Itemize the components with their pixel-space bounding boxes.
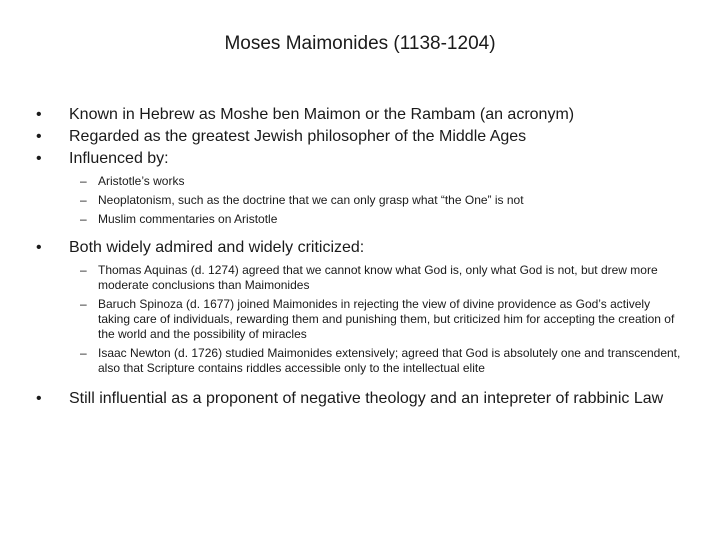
sub-bullet-aquinas [36, 263, 684, 293]
influences-list [36, 174, 684, 227]
bullet-hebrew-name [36, 104, 684, 126]
slide-title: Moses Maimonides (1138-1204) [224, 33, 496, 54]
sub-bullet-text: Baruch Spinoza (d. 1677) joined Maimonides in rejecting the view of divine providence as God’s actively taking care of individuals, rewarding them and punishing them, but criticized him for accepting the creation of the world and the possibility of miracles [98, 297, 675, 341]
sub-bullet-text: Isaac Newton (d. 1726) studied Maimonides extensively; agreed that God is absolutely one and transcendent, also that Scripture contains riddles accessible only to the intellectual elite [98, 346, 681, 375]
bullet-still-influential [36, 388, 684, 410]
bullet-text: Known in Hebrew as Moshe ben Maimon or the Rambam (an acronym) [69, 106, 575, 123]
bullet-dot: • [36, 239, 42, 256]
bullet-dot: • [36, 106, 42, 123]
sub-bullet-text: Neoplatonism, such as the doctrine that we can only grasp what “the One” is not [98, 193, 524, 207]
bullet-text: Influenced by: [69, 150, 169, 167]
bullet-influenced-by [36, 148, 684, 170]
bullet-dot: • [36, 150, 42, 167]
sub-bullet-dash: – [80, 263, 87, 277]
sub-bullet-text: Muslim commentaries on Aristotle [98, 212, 278, 226]
sub-bullet-muslim-commentaries [36, 212, 684, 227]
sub-bullet-dash: – [80, 346, 87, 360]
bullet-greatest-philosopher [36, 126, 684, 148]
sub-bullet-spinoza [36, 297, 684, 342]
sub-bullet-dash: – [80, 212, 87, 226]
bullet-text: Both widely admired and widely criticized: [69, 239, 365, 256]
sub-bullet-dash: – [80, 174, 87, 188]
sub-bullet-aristotle [36, 174, 684, 189]
sub-bullet-text: Aristotle’s works [98, 174, 185, 188]
sub-bullet-neoplatonism [36, 193, 684, 208]
reception-list [36, 263, 684, 376]
bullet-text: Regarded as the greatest Jewish philosopher of the Middle Ages [69, 128, 527, 145]
bullet-dot: • [36, 390, 42, 407]
sub-bullet-dash: – [80, 297, 87, 311]
sub-bullet-text: Thomas Aquinas (d. 1274) agreed that we cannot know what God is, only what God is not, but drew more moderate conclusions than Maimonides [98, 263, 658, 292]
slide-body [36, 104, 684, 410]
bullet-admired-criticized [36, 237, 684, 259]
sub-bullet-newton [36, 346, 684, 376]
bullet-text: Still influential as a proponent of negative theology and an intepreter of rabbinic Law [69, 390, 664, 407]
bullet-dot: • [36, 128, 42, 145]
sub-bullet-dash: – [80, 193, 87, 207]
